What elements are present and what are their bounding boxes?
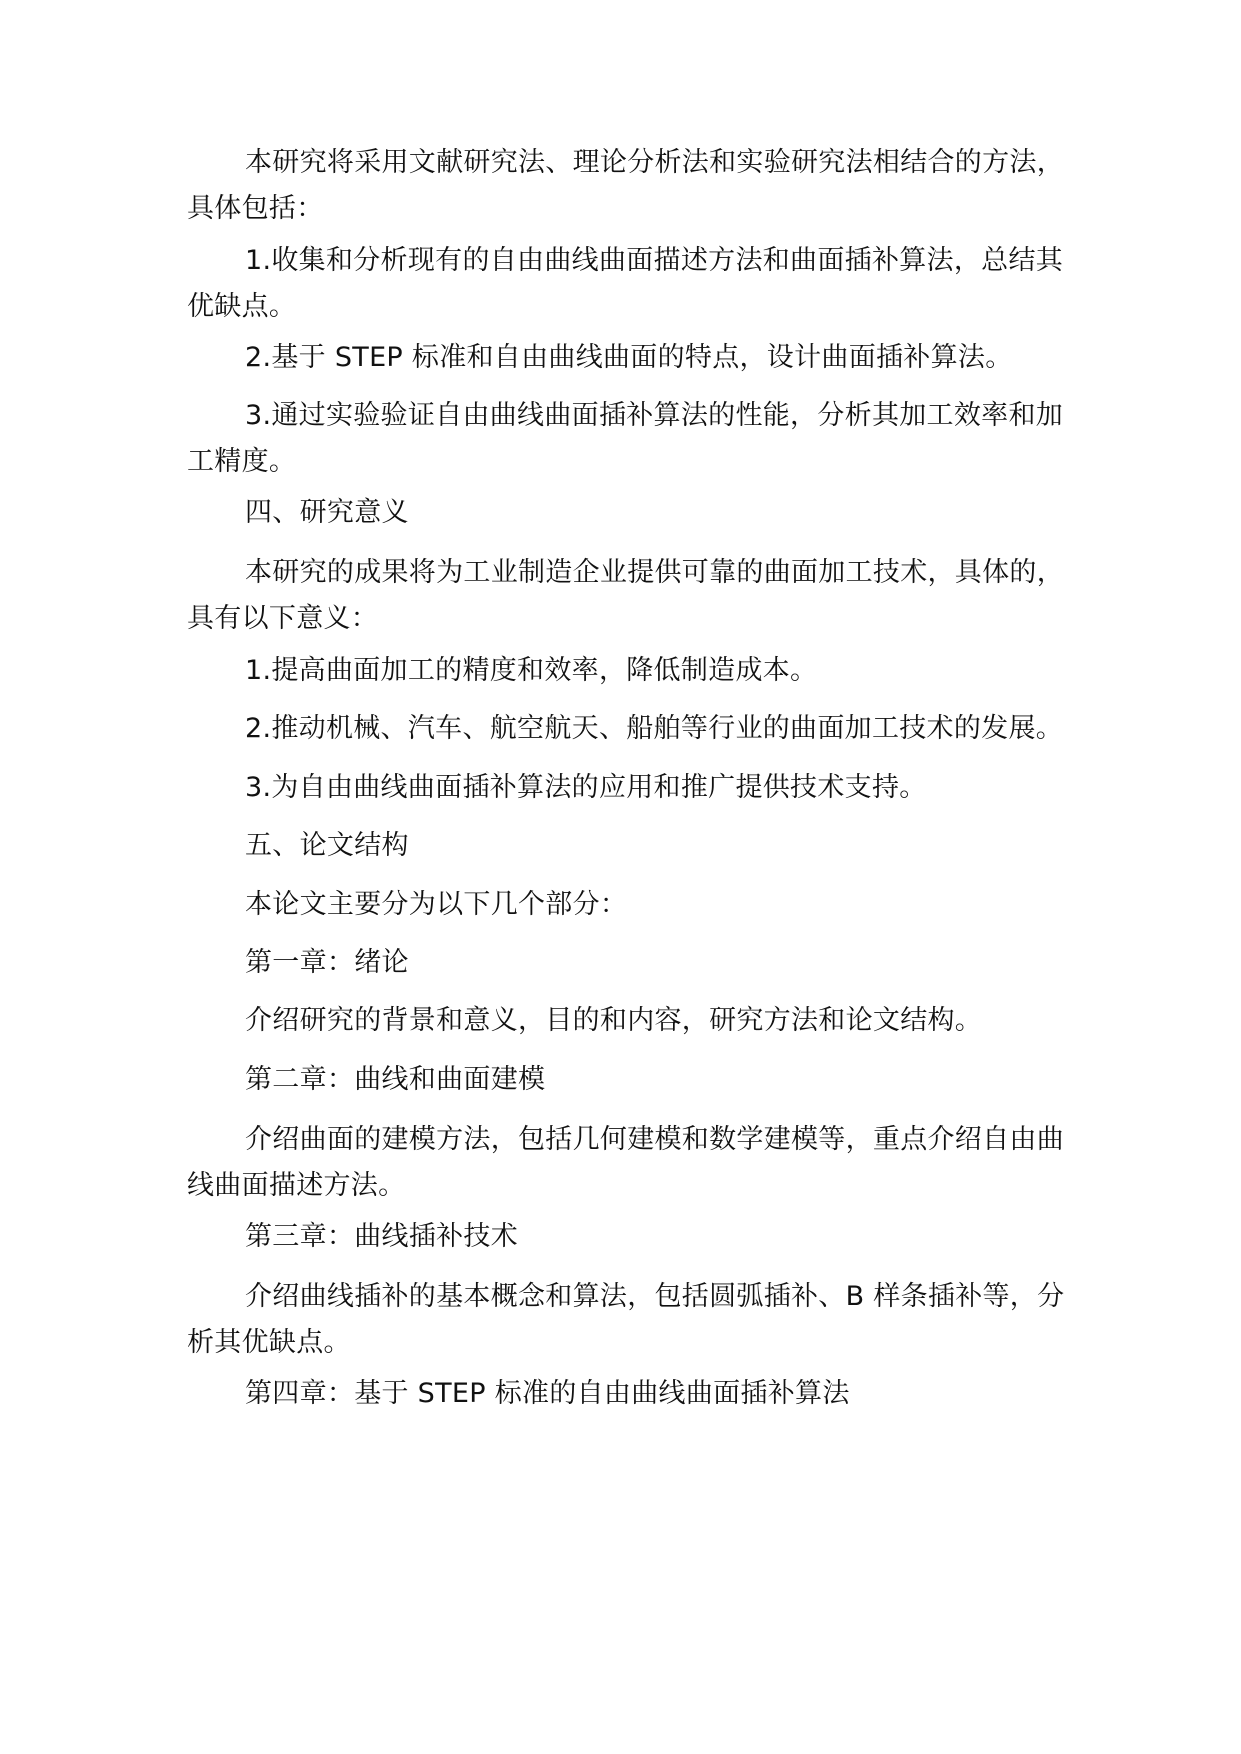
chapter-3-description: 介绍曲线插补的基本概念和算法，包括圆弧插补、B 样条插补等，分析其优缺点。 (187, 1281, 1065, 1358)
paragraph-significance-1: 1.提高曲面加工的精度和效率，降低制造成本。 (245, 655, 818, 686)
section-heading-significance: 四、研究意义 (245, 497, 409, 528)
paragraph-method-2: 2.基于 STEP 标准和自由曲线曲面的特点，设计曲面插补算法。 (245, 342, 1013, 373)
chapter-4-title: 第四章：基于 STEP 标准的自由曲线曲面插补算法 (245, 1378, 850, 1409)
chapter-1-title: 第一章：绪论 (245, 947, 409, 978)
paragraph-structure-intro: 本论文主要分为以下几个部分： (245, 889, 628, 920)
chapter-3-title: 第三章：曲线插补技术 (245, 1221, 518, 1252)
paragraph-method-3: 3.通过实验验证自由曲线曲面插补算法的性能，分析其加工效率和加工精度。 (187, 400, 1064, 477)
paragraph-significance-3: 3.为自由曲线曲面插补算法的应用和推广提供技术支持。 (245, 772, 927, 803)
paragraph-significance-2: 2.推动机械、汽车、航空航天、船舶等行业的曲面加工技术的发展。 (245, 713, 1064, 744)
section-heading-structure: 五、论文结构 (245, 830, 409, 861)
paragraph-significance-intro: 本研究的成果将为工业制造企业提供可靠的曲面加工技术，具体的，具有以下意义： (187, 557, 1064, 634)
chapter-1-description: 介绍研究的背景和意义，目的和内容，研究方法和论文结构。 (245, 1005, 983, 1036)
paragraph-method-1: 1.收集和分析现有的自由曲线曲面描述方法和曲面插补算法，总结其优缺点。 (187, 245, 1064, 322)
chapter-2-title: 第二章：曲线和曲面建模 (245, 1064, 546, 1095)
chapter-2-description: 介绍曲面的建模方法，包括几何建模和数学建模等，重点介绍自由曲线曲面描述方法。 (187, 1124, 1064, 1201)
paragraph-methods-intro: 本研究将采用文献研究法、理论分析法和实验研究法相结合的方法，具体包括： (187, 147, 1064, 224)
